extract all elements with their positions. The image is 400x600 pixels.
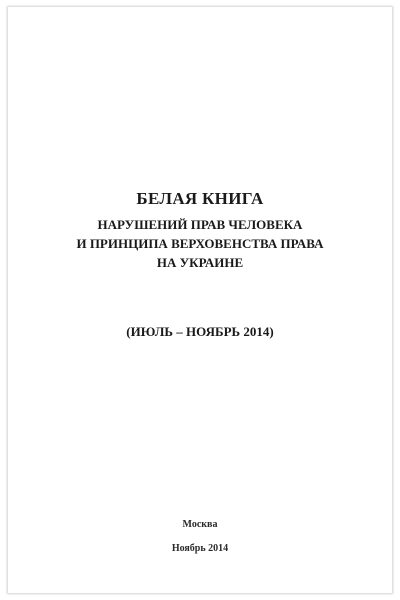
subtitle-line-1: НАРУШЕНИЙ ПРАВ ЧЕЛОВЕКА: [97, 217, 303, 232]
imprint-city: Москва: [182, 519, 218, 530]
paper-sheet: [8, 7, 392, 593]
title-block: [0, 189, 400, 272]
imprint-date: Ноябрь 2014: [171, 543, 229, 554]
document-title: БЕЛАЯ КНИГА: [136, 189, 264, 208]
subtitle-line-3: НА УКРАИНЕ: [156, 255, 244, 270]
period-label: (ИЮЛЬ – НОЯБРЬ 2014): [126, 324, 274, 339]
subtitle-line-2: И ПРИНЦИПА ВЕРХОВЕНСТВА ПРАВА: [76, 236, 324, 251]
